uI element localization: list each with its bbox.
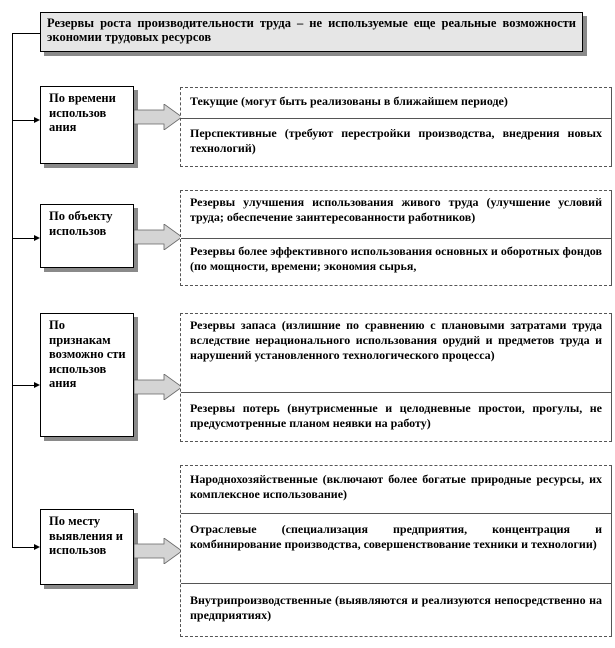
category-object-of-use — [40, 204, 134, 268]
category-usage-criteria — [40, 313, 134, 437]
category-place-of-detection — [40, 509, 134, 585]
group-object-of-use — [180, 190, 612, 286]
category-label: По объекту использов — [49, 209, 113, 238]
item-industry: Отраслевые (специализация предприятия, концентрация и комбинирование производства, совершенствование техники и технологии) — [181, 513, 611, 583]
arrow-right-icon — [134, 104, 182, 130]
category-label: По месту выявления и использов — [49, 514, 123, 558]
group-time-of-use — [180, 87, 612, 167]
diagram-title: Резервы роста производительности труда – не используемые еще реальные возможности экономии трудовых ресурсов — [40, 12, 583, 52]
arrow-right-icon — [134, 224, 182, 250]
category-time-of-use — [40, 86, 134, 164]
item-reserve-stock: Резервы запаса (излишние по сравнению с плановыми затратами труда вследствие нерационального использования орудий и предметов труда и нарушений установленного технологического процесса) — [190, 318, 602, 362]
group-place-of-detection — [180, 465, 612, 637]
item-perspective: Перспективные (требуют перестройки производства, внедрения новых технологий) — [181, 118, 611, 168]
item-reserve-losses: Резервы потерь (внутрисменные и целодневные простои, прогулы, не предусмотренные планом неявки на работу) — [181, 392, 611, 443]
category-label: По времени использов ания — [49, 91, 116, 135]
item-living-labour: Резервы улучшения использования живого труда (улучшение условий труда; обеспечение заинтересованности работников) — [190, 195, 602, 224]
arrow-right-icon — [134, 374, 182, 400]
arrow-right-icon — [134, 538, 182, 564]
category-label: По признакам возможно сти использов ания — [49, 318, 126, 391]
group-usage-criteria — [180, 313, 612, 442]
item-intra-production: Внутрипроизводственные (выявляются и реализуются непосредственно на предприятиях) — [181, 583, 611, 638]
item-national-economy: Народнохозяйственные (включают более богатые природные ресурсы, их комплексное использование) — [190, 472, 602, 501]
item-current: Текущие (могут быть реализованы в ближайшем периоде) — [190, 94, 508, 108]
item-fixed-assets: Резервы более эффективного использования основных и оборотных фондов (по мощности, времени; экономия сырья, — [181, 238, 611, 287]
